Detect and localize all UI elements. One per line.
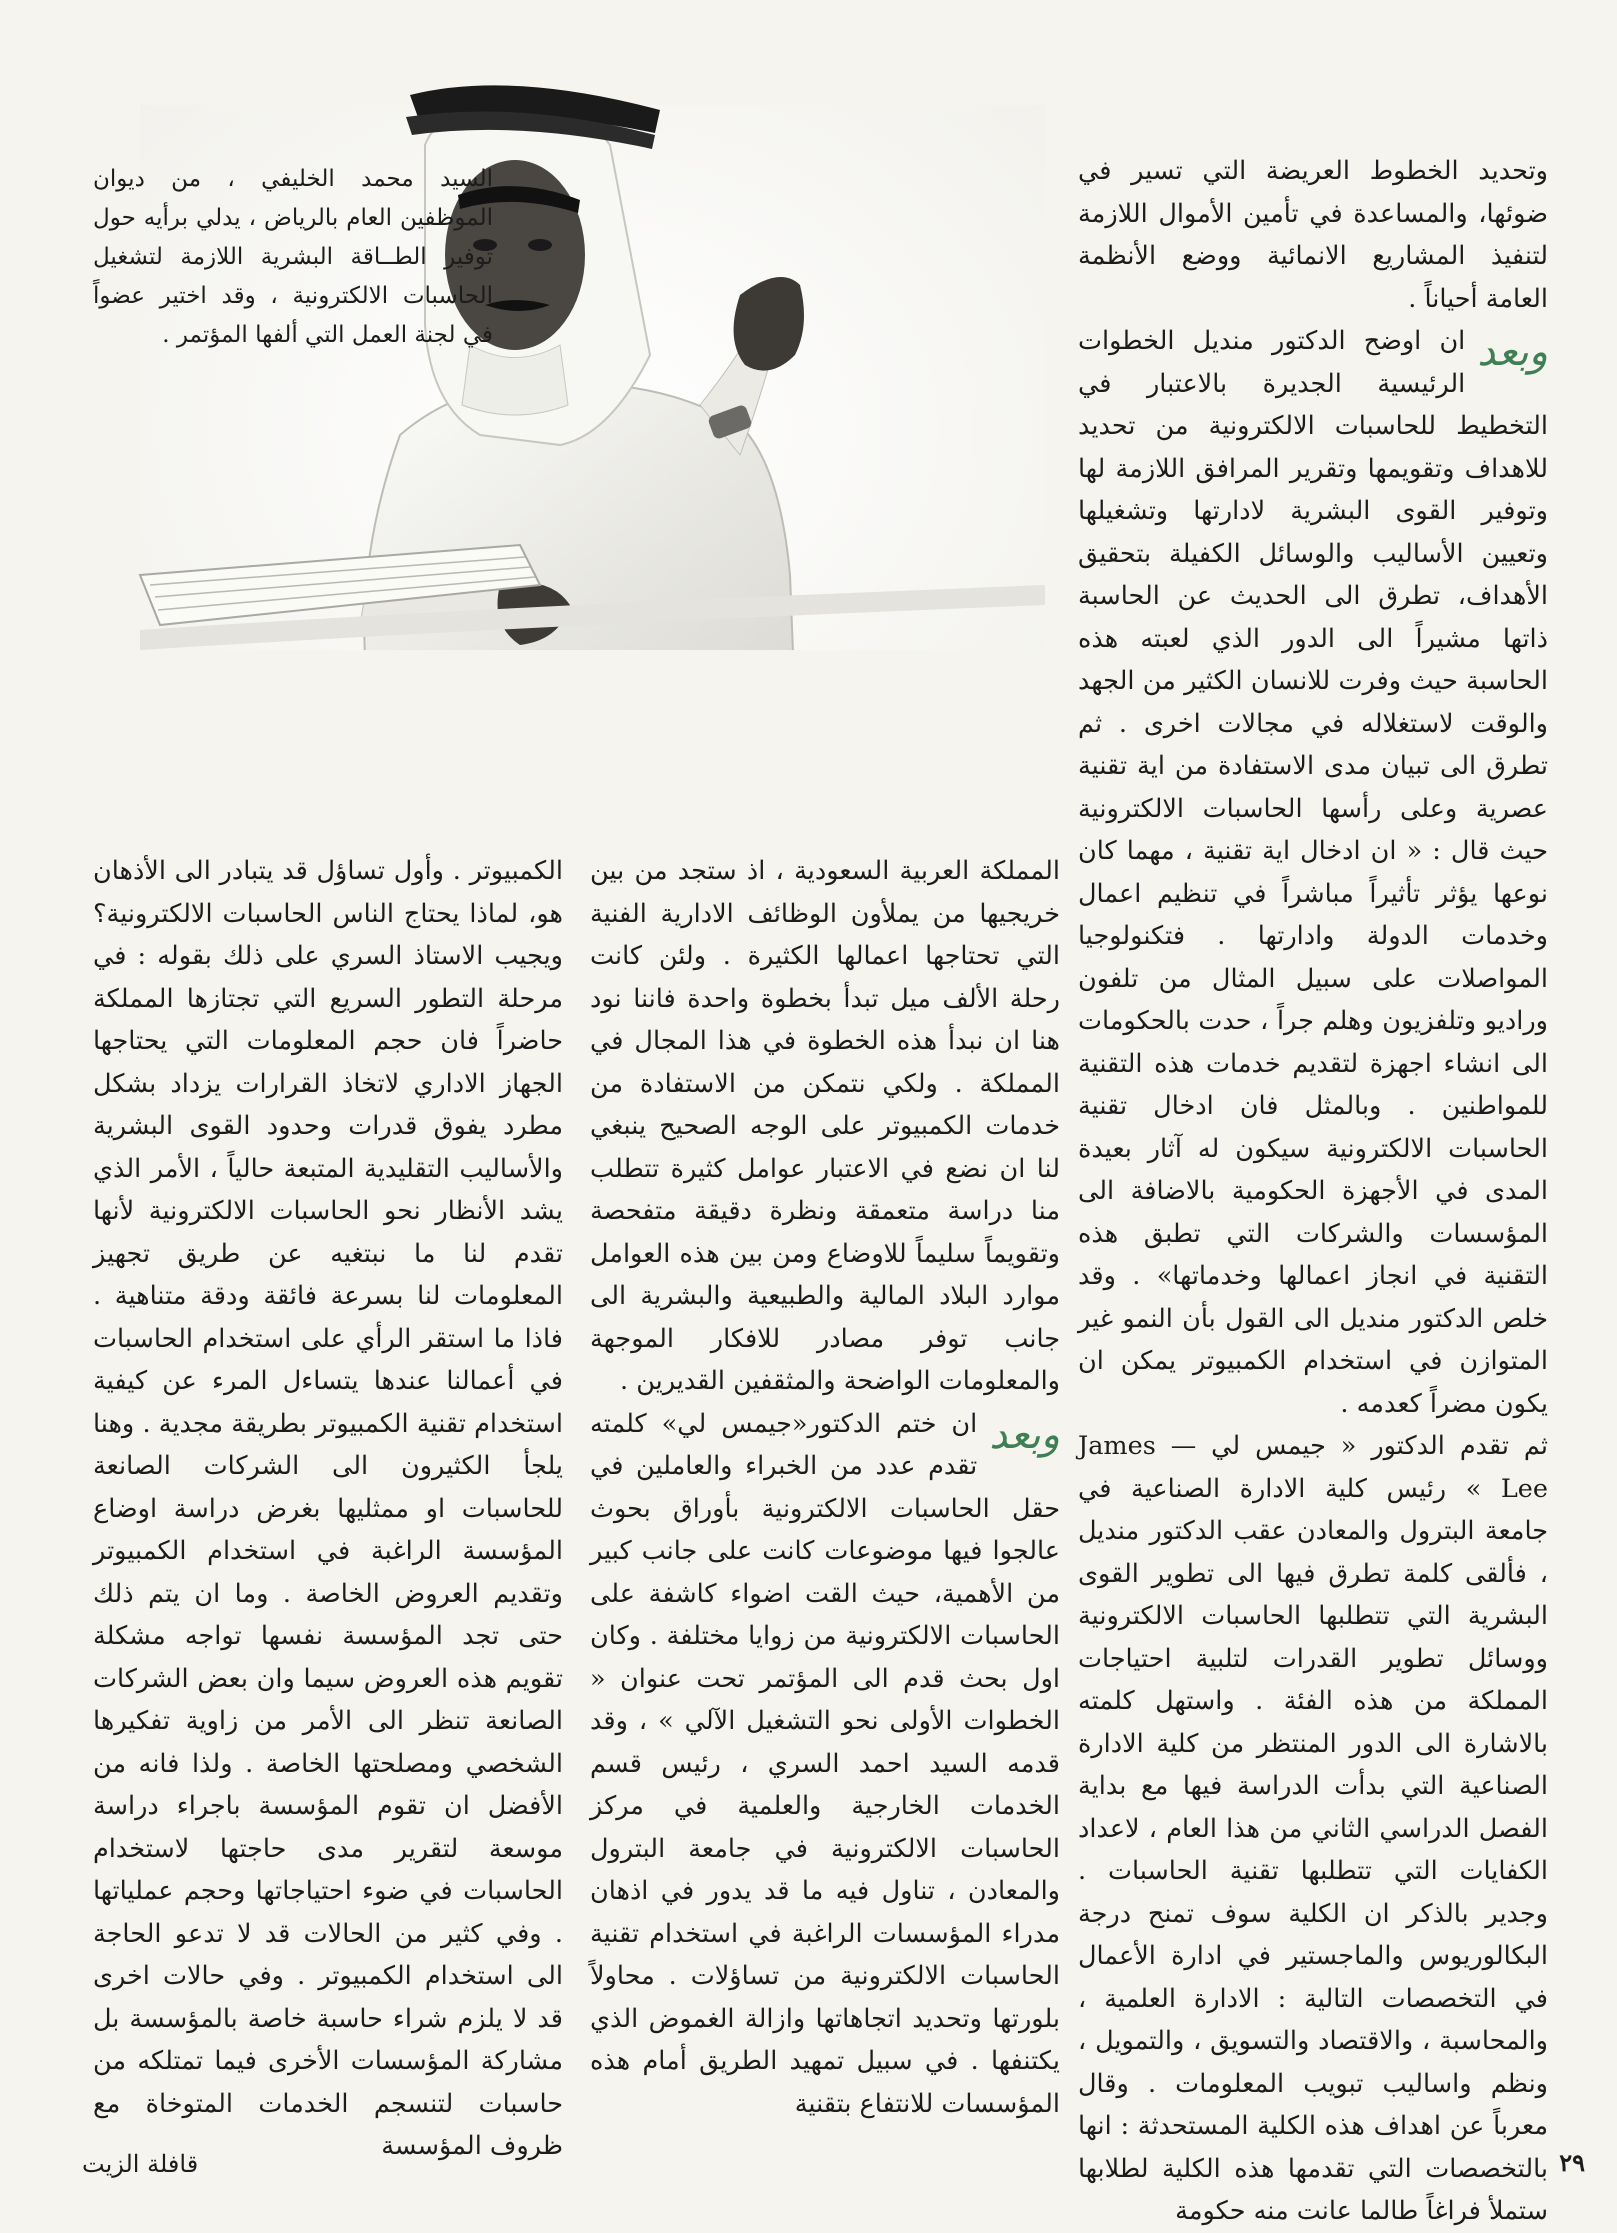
article-column-middle xyxy=(590,850,1060,2119)
article-column-right xyxy=(1078,150,1548,2226)
paragraph: وتحديد الخطوط العريضة التي تسير في ضوئها، والمساعدة في تأمين الأموال اللازمة لتنفيذ المشاريع الانمائية ووضع الأنظمة العامة أحياناً . xyxy=(1078,156,1548,314)
paragraph: ثم تقدم الدكتور « جيمس لي — James Lee » رئيس كلية الادارة الصناعية في جامعة البترول والمعادن عقب الدكتور منديل ، فألقى كلمة تطرق فيها الى تطوير القوى البشرية التي تتطلبها الحاسبات الالكترونية ووسائل تطوير القدرات لتلبية احتياجات المملكة من هذه الفئة . واستهل كلمته بالاشارة الى الدور المنتظر من كلية الادارة الصناعية التي بدأت الدراسة فيها مع بداية الفصل الدراسي الثاني من هذا العام ، لاعداد الكفايات التي تتطلبها تقنية الحاسبات . وجدير بالذكر ان الكلية سوف تمنح درجة البكالوريوس والماجستير في ادارة الأعمال في التخصصات التالية : الادارة العلمية ، والمحاسبة ، والاقتصاد والتسويق ، والتمويل ، ونظم واساليب تبويب المعلومات . وقال معرباً عن اهداف هذه الكلية المستحدثة : انها بالتخصصات التي تقدمها هذه الكلية لطلابها ستملأ فراغاً طالما عانت منه حكومة xyxy=(1078,1431,1548,2226)
paragraph: الكمبيوتر . وأول تساؤل قد يتبادر الى الأذهان هو، لماذا يحتاج الناس الحاسبات الالكترونية؟ ويجيب الاستاذ السري على ذلك بقوله : في مرحلة التطور السريع التي تجتازها المملكة حاضراً فان حجم المعلومات التي يحتاجها الجهاز الاداري لاتخاذ القرارات يزداد بشكل مطرد يفوق قدرات وحدود القوى البشرية والأساليب التقليدية المتبعة حالياً ، الأمر الذي يشد الأنظار نحو الحاسبات الالكترونية لأنها تقدم لنا ما نبتغيه عن طريق تجهيز المعلومات لنا بسرعة فائقة ودقة متناهية . فاذا ما استقر الرأي على استخدام الحاسبات في أعمالنا عندها يتساءل المرء عن كيفية استخدام تقنية الكمبيوتر بطريقة مجدية . وهنا يلجأ الكثيرون الى الشركات الصانعة للحاسبات او ممثليها بغرض دراسة اوضاع المؤسسة الراغبة في استخدام الكمبيوتر وتقديم العروض الخاصة . وما ان يتم ذلك حتى تجد المؤسسة نفسها تواجه مشكلة تقويم هذه العروض سيما وان بعض الشركات الصانعة تنظر الى الأمر من زاوية تفكيرها الشخصي ومصلحتها الخاصة . ولذا فانه من الأفضل ان تقوم المؤسسة باجراء دراسة موسعة لتقرير مدى حاجتها لاستخدام الحاسبات في ضوء احتياجاتها وحجم عملياتها . وفي كثير من الحالات قد لا تدعو الحاجة الى استخدام الكمبيوتر . وفي حالات اخرى قد لا يلزم شراء حاسبة خاصة بالمؤسسة بل مشاركة المؤسسات الأخرى فيما تمتلكه من حاسبات لتنسجم الخدمات المتوخاة مع ظروف المؤسسة xyxy=(93,856,563,2161)
ornament-word: وبعد xyxy=(1477,329,1548,375)
paragraph: المملكة العربية السعودية ، اذ ستجد من بين خريجيها من يملأون الوظائف الادارية الفنية التي تحتاجها اعمالها الكثيرة . ولئن كانت رحلة الألف ميل تبدأ بخطوة واحدة فاننا نود هنا ان نبدأ هذه الخطوة في هذا المجال في المملكة . ولكي نتمكن من الاستفادة من خدمات الكمبيوتر على الوجه الصحيح ينبغي لنا ان نضع في الاعتبار عوامل كثيرة تتطلب منا دراسة متعمقة ونظرة دقيقة متفحصة وتقويماً سليماً للاوضاع ومن بين هذه العوامل موارد البلاد المالية والطبيعية والبشرية الى جانب توفر مصادر للافكار الموجهة والمعلومات الواضحة والمثقفين القديرين . xyxy=(590,856,1060,1396)
paragraph: ان اوضح الدكتور منديل الخطوات الرئيسية الجديرة بالاعتبار في التخطيط للحاسبات الالكترونية من تحديد للاهداف وتقويمها وتقرير المرافق اللازمة لها وتوفير القوى البشرية لادارتها وتشغيلها وتعيين الأساليب والوسائل الكفيلة بتحقيق الأهداف، تطرق الى الحديث عن الحاسبة ذاتها مشيراً الى الدور الذي لعبته هذه الحاسبة حيث وفرت للانسان الكثير من الجهد والوقت لاستغلاله في مجالات اخرى . ثم تطرق الى تبيان مدى الاستفادة من اية تقنية عصرية وعلى رأسها الحاسبات الالكترونية حيث قال : « ان ادخال اية تقنية ، مهما كان نوعها يؤثر تأثيراً مباشراً في تنظيم اعمال وخدمات الدولة وادارتها . فتكنولوجيا المواصلات على سبيل المثال من تلفون وراديو وتلفزيون وهلم جراً ، حدت بالحكومات الى انشاء اجهزة لتقديم خدمات هذه التقنية للمواطنين . وبالمثل فان ادخال تقنية الحاسبات الالكترونية سيكون له آثار بعيدة المدى في الأجهزة الحكومية بالاضافة الى المؤسسات والشركات التي تطبق هذه التقنية في انجاز اعمالها وخدماتها» . وقد خلص الدكتور منديل الى القول بأن النمو غير المتوازن في استخدام الكمبيوتر يمكن ان يكون مضراً كعدمه . xyxy=(1078,326,1548,1419)
ornament-word: وبعد xyxy=(989,1411,1060,1458)
paragraph: ان ختم الدكتور«جيمس لي» كلمته تقدم عدد من الخبراء والعاملين في حقل الحاسبات الالكترونية بأوراق بحوث عالجوا فيها موضوعات كانت على جانب كبير من الأهمية، حيث القت اضواء كاشفة على الحاسبات الالكترونية من زوايا مختلفة . وكان اول بحث قدم الى المؤتمر تحت عنوان « الخطوات الأولى نحو التشغيل الآلي » ، وقد قدمه السيد احمد السري ، رئيس قسم الخدمات الخارجية والعلمية في مركز الحاسبات الالكترونية في جامعة البترول والمعادن ، تناول فيه ما قد يدور في اذهان مدراء المؤسسات الراغبة في استخدام تقنية الحاسبات الالكترونية من تساؤلات . محاولاً بلورتها وتحديد اتجاهاتها وازالة الغموض الذي يكتنفها . في سبيل تمهيد الطريق أمام هذه المؤسسات للانتفاع بتقنية xyxy=(590,1408,1060,2119)
page-number: ٢٩ xyxy=(1559,2148,1585,2177)
magazine-name: قافلة الزيت xyxy=(82,2150,199,2178)
article-column-left xyxy=(93,850,563,2161)
photo-caption: السيد محمد الخليفي ، من ديوان الموظفين العام بالرياض ، يدلي برأيه حول توفير الطــاقة البشرية اللازمة لتشغيل الحاسبات الالكترونية ، وقد اختير عضواً في لجنة العمل التي ألفها المؤتمر . xyxy=(93,166,493,348)
